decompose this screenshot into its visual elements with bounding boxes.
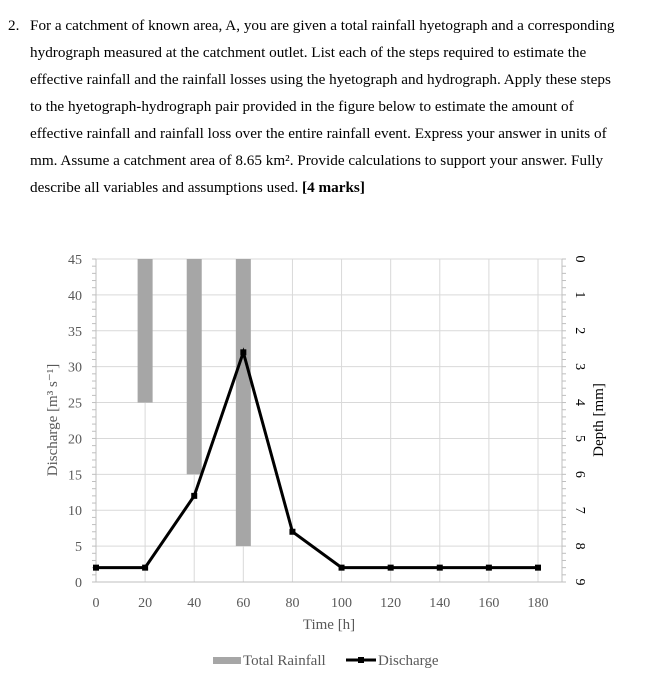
question-line-3: effective rainfall and the rainfall losses using the hyetograph and hydrograph. Apply these steps (30, 71, 611, 88)
question-line-1: For a catchment of known area, A, you are given a total rainfall hyetograph and a corresponding (30, 17, 615, 34)
y-right-tick-label: 8 (572, 542, 587, 550)
discharge-point (437, 565, 443, 571)
y-right-tick-label: 6 (572, 470, 587, 478)
legend-rainfall-swatch (213, 657, 241, 664)
question-line-6: mm. Assume a catchment area of 8.65 km². Provide calculations to support your answer. Fully (30, 152, 604, 169)
legend-discharge-marker (358, 657, 364, 663)
x-tick-label: 0 (92, 596, 100, 611)
y-right-tick-label: 1 (572, 291, 587, 299)
y-left-tick-label: 45 (68, 253, 82, 268)
x-tick-label: 180 (527, 596, 549, 611)
x-tick-label: 120 (380, 596, 402, 611)
y-right-tick-label: 0 (572, 255, 587, 263)
chart-grid (96, 259, 562, 582)
rainfall-bar (187, 259, 202, 474)
discharge-point (240, 349, 246, 355)
rainfall-bar (236, 259, 251, 546)
y-left-tick-label: 25 (68, 396, 82, 412)
discharge-point (486, 565, 492, 571)
y-left-tick-label: 5 (75, 540, 82, 556)
y-left-tick-label: 35 (68, 324, 82, 340)
discharge-point (289, 529, 295, 535)
y-right-tick-label: 4 (572, 399, 587, 407)
y-left-tick-label: 20 (68, 432, 82, 448)
x-tick-label: 80 (285, 596, 300, 611)
question-marks: [4 marks] (302, 179, 365, 196)
question-line-2: hydrograph measured at the catchment outlet. List each of the steps required to estimate the (30, 44, 587, 61)
x-tick-label: 60 (236, 596, 251, 611)
y-right-tick-label: 5 (572, 434, 587, 442)
x-tick-label: 100 (331, 596, 353, 611)
discharge-series (93, 349, 541, 570)
discharge-point (93, 565, 99, 571)
chart-axes (92, 259, 566, 582)
chart-legend (213, 653, 439, 669)
rainfall-bar (138, 259, 153, 403)
y-left-tick-label: 30 (68, 360, 82, 376)
discharge-point (339, 565, 345, 571)
question-last-text: describe all variables and assumptions used. (30, 179, 299, 196)
y-right-tick-label: 7 (572, 506, 587, 514)
x-tick-label: 160 (478, 596, 500, 611)
question-line-4: to the hyetograph-hydrograph pair provided in the figure below to estimate the amount of (30, 98, 574, 115)
x-axis-label: Time [h] (302, 617, 356, 633)
y-right-tick-label: 9 (572, 578, 587, 586)
x-tick-label: 40 (187, 596, 202, 611)
discharge-line (96, 352, 538, 567)
legend-rainfall-label: Total Rainfall (243, 653, 326, 669)
discharge-point (388, 565, 394, 571)
y-right-tick-label: 2 (572, 327, 587, 335)
y-right-tick-label: 3 (572, 363, 587, 371)
legend-discharge-label: Discharge (378, 653, 439, 669)
x-tick-label: 140 (429, 596, 451, 611)
y-left-tick-label: 10 (68, 504, 82, 520)
y-left-tick-label: 15 (68, 468, 82, 484)
y-left-tick-label: 0 (75, 576, 82, 591)
question-line-5: effective rainfall and rainfall loss over the entire rainfall event. Express your answer in units of (30, 125, 607, 142)
discharge-point (535, 565, 541, 571)
discharge-point (191, 493, 197, 499)
x-tick-label: 20 (138, 596, 153, 611)
y-axis-left-label: Discharge [m³ s⁻¹] (45, 363, 61, 477)
y-left-tick-label: 40 (68, 288, 82, 304)
y-axis-right-label: Depth [mm] (591, 383, 607, 457)
question-number: 2. (8, 17, 20, 34)
discharge-point (142, 565, 148, 571)
